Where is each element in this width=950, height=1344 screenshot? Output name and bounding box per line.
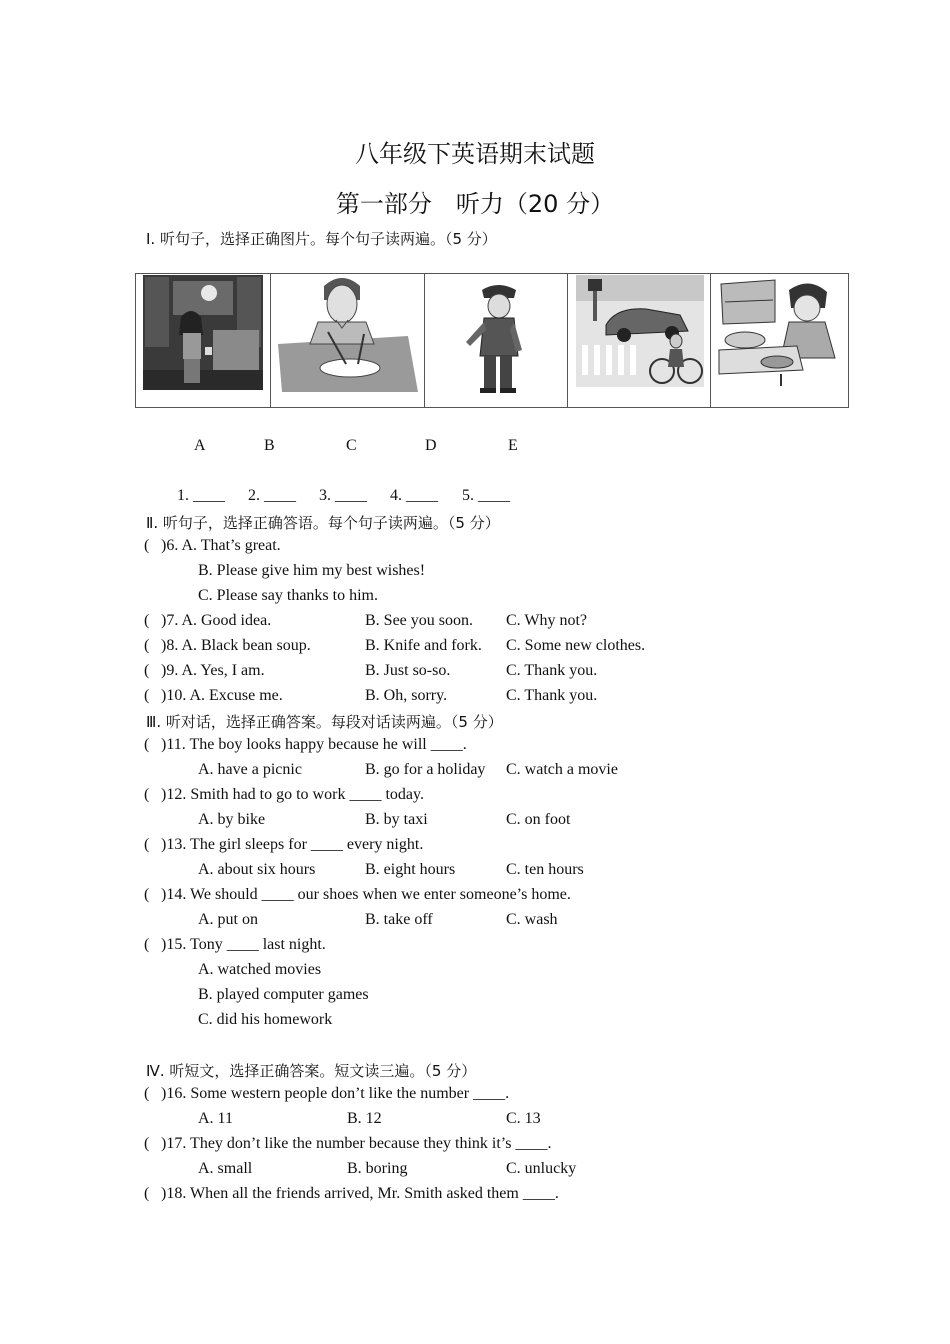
woman-cooking-picture <box>717 278 841 390</box>
answer-paren-13[interactable]: ( <box>144 836 150 853</box>
question-12-option-a: A. by bike <box>198 811 266 828</box>
picture-letter-d: D <box>425 437 437 454</box>
question-16-option-b: B. 12 <box>347 1110 382 1127</box>
question-15-option-b: B. played computer games <box>198 986 369 1003</box>
question-16-option-a: A. 11 <box>198 1110 233 1127</box>
traffic-street-picture <box>576 275 704 387</box>
answer-paren-17[interactable]: ( <box>144 1135 150 1152</box>
section-1-heading: Ⅰ. 听句子，选择正确图片。每个句子读两遍。（5 分） <box>146 230 497 248</box>
question-16-option-c: C. 13 <box>506 1110 541 1127</box>
question-8-stem: )8. A. Black bean soup. <box>161 637 311 654</box>
answer-paren-18[interactable]: ( <box>144 1185 150 1202</box>
page-title: 八年级下英语期末试题 <box>355 140 595 168</box>
question-6-option-b: B. Please give him my best wishes! <box>198 562 426 579</box>
question-11-stem: )11. The boy looks happy because he will ____. <box>161 736 467 753</box>
section-4-heading: Ⅳ. 听短文，选择正确答案。短文读三遍。（5 分） <box>146 1062 477 1080</box>
question-11-option-b: B. go for a holiday <box>365 761 486 778</box>
question-17-option-b: B. boring <box>347 1160 408 1177</box>
question-9-option-b: B. Just so-so. <box>365 662 451 679</box>
answer-paren-6[interactable]: ( <box>144 537 150 554</box>
question-14-option-a: A. put on <box>198 911 258 928</box>
picture-c-cell <box>425 274 568 407</box>
answer-blank-5[interactable]: 5. ____ <box>462 487 510 504</box>
question-14-stem: )14. We should ____ our shoes when we enter someone’s home. <box>161 886 571 903</box>
answer-paren-11[interactable]: ( <box>144 736 150 753</box>
answer-paren-12[interactable]: ( <box>144 786 150 803</box>
question-11-option-a: A. have a picnic <box>198 761 302 778</box>
question-15-option-c: C. did his homework <box>198 1011 333 1028</box>
question-13-option-a: A. about six hours <box>198 861 316 878</box>
question-14-option-b: B. take off <box>365 911 433 928</box>
picture-table <box>135 273 849 408</box>
answer-paren-10[interactable]: ( <box>144 687 150 704</box>
question-10-option-c: C. Thank you. <box>506 687 598 704</box>
question-15-stem: )15. Tony ____ last night. <box>161 936 326 953</box>
answer-paren-8[interactable]: ( <box>144 637 150 654</box>
question-12-option-c: C. on foot <box>506 811 571 828</box>
answer-paren-16[interactable]: ( <box>144 1085 150 1102</box>
part-title: 第一部分 听力（20 分） <box>335 190 615 218</box>
question-10-stem: )10. A. Excuse me. <box>161 687 283 704</box>
answer-paren-15[interactable]: ( <box>144 936 150 953</box>
picture-e-cell <box>711 274 848 407</box>
answer-blank-4[interactable]: 4. ____ <box>390 487 438 504</box>
question-13-stem: )13. The girl sleeps for ____ every night. <box>161 836 424 853</box>
question-9-stem: )9. A. Yes, I am. <box>161 662 265 679</box>
question-8-option-b: B. Knife and fork. <box>365 637 482 654</box>
picture-a-cell <box>136 274 271 407</box>
picture-letter-b: B <box>264 437 275 454</box>
answer-paren-9[interactable]: ( <box>144 662 150 679</box>
question-7-option-c: C. Why not? <box>506 612 588 629</box>
picture-letter-e: E <box>508 437 518 454</box>
police-officer-picture <box>458 280 538 400</box>
question-6-stem: )6. A. That’s great. <box>161 537 281 554</box>
question-12-stem: )12. Smith had to go to work ____ today. <box>161 786 424 803</box>
picture-letter-c: C <box>346 437 357 454</box>
question-6-option-c: C. Please say thanks to him. <box>198 587 378 604</box>
question-17-option-a: A. small <box>198 1160 253 1177</box>
answer-blank-3[interactable]: 3. ____ <box>319 487 367 504</box>
question-13-option-c: C. ten hours <box>506 861 584 878</box>
question-17-stem: )17. They don’t like the number because they think it’s ____. <box>161 1135 552 1152</box>
answer-paren-14[interactable]: ( <box>144 886 150 903</box>
picture-d-cell <box>568 274 711 407</box>
man-eating-picture <box>278 274 418 394</box>
answer-blank-1[interactable]: 1. ____ <box>177 487 225 504</box>
question-14-option-c: C. wash <box>506 911 558 928</box>
question-12-option-b: B. by taxi <box>365 811 428 828</box>
picture-letter-a: A <box>194 437 206 454</box>
question-13-option-b: B. eight hours <box>365 861 456 878</box>
answer-blank-2[interactable]: 2. ____ <box>248 487 296 504</box>
girl-with-cup-picture <box>143 275 263 390</box>
question-18-stem: )18. When all the friends arrived, Mr. Smith asked them ____. <box>161 1185 559 1202</box>
question-10-option-b: B. Oh, sorry. <box>365 687 448 704</box>
picture-b-cell <box>271 274 425 407</box>
question-8-option-c: C. Some new clothes. <box>506 637 646 654</box>
question-7-stem: )7. A. Good idea. <box>161 612 272 629</box>
question-7-option-b: B. See you soon. <box>365 612 473 629</box>
section-3-heading: Ⅲ. 听对话，选择正确答案。每段对话读两遍。（5 分） <box>146 713 503 731</box>
answer-paren-7[interactable]: ( <box>144 612 150 629</box>
question-17-option-c: C. unlucky <box>506 1160 577 1177</box>
question-15-option-a: A. watched movies <box>198 961 322 978</box>
section-2-heading: Ⅱ. 听句子，选择正确答语。每个句子读两遍。（5 分） <box>146 514 500 532</box>
question-9-option-c: C. Thank you. <box>506 662 598 679</box>
question-11-option-c: C. watch a movie <box>506 761 618 778</box>
question-16-stem: )16. Some western people don’t like the number ____. <box>161 1085 510 1102</box>
